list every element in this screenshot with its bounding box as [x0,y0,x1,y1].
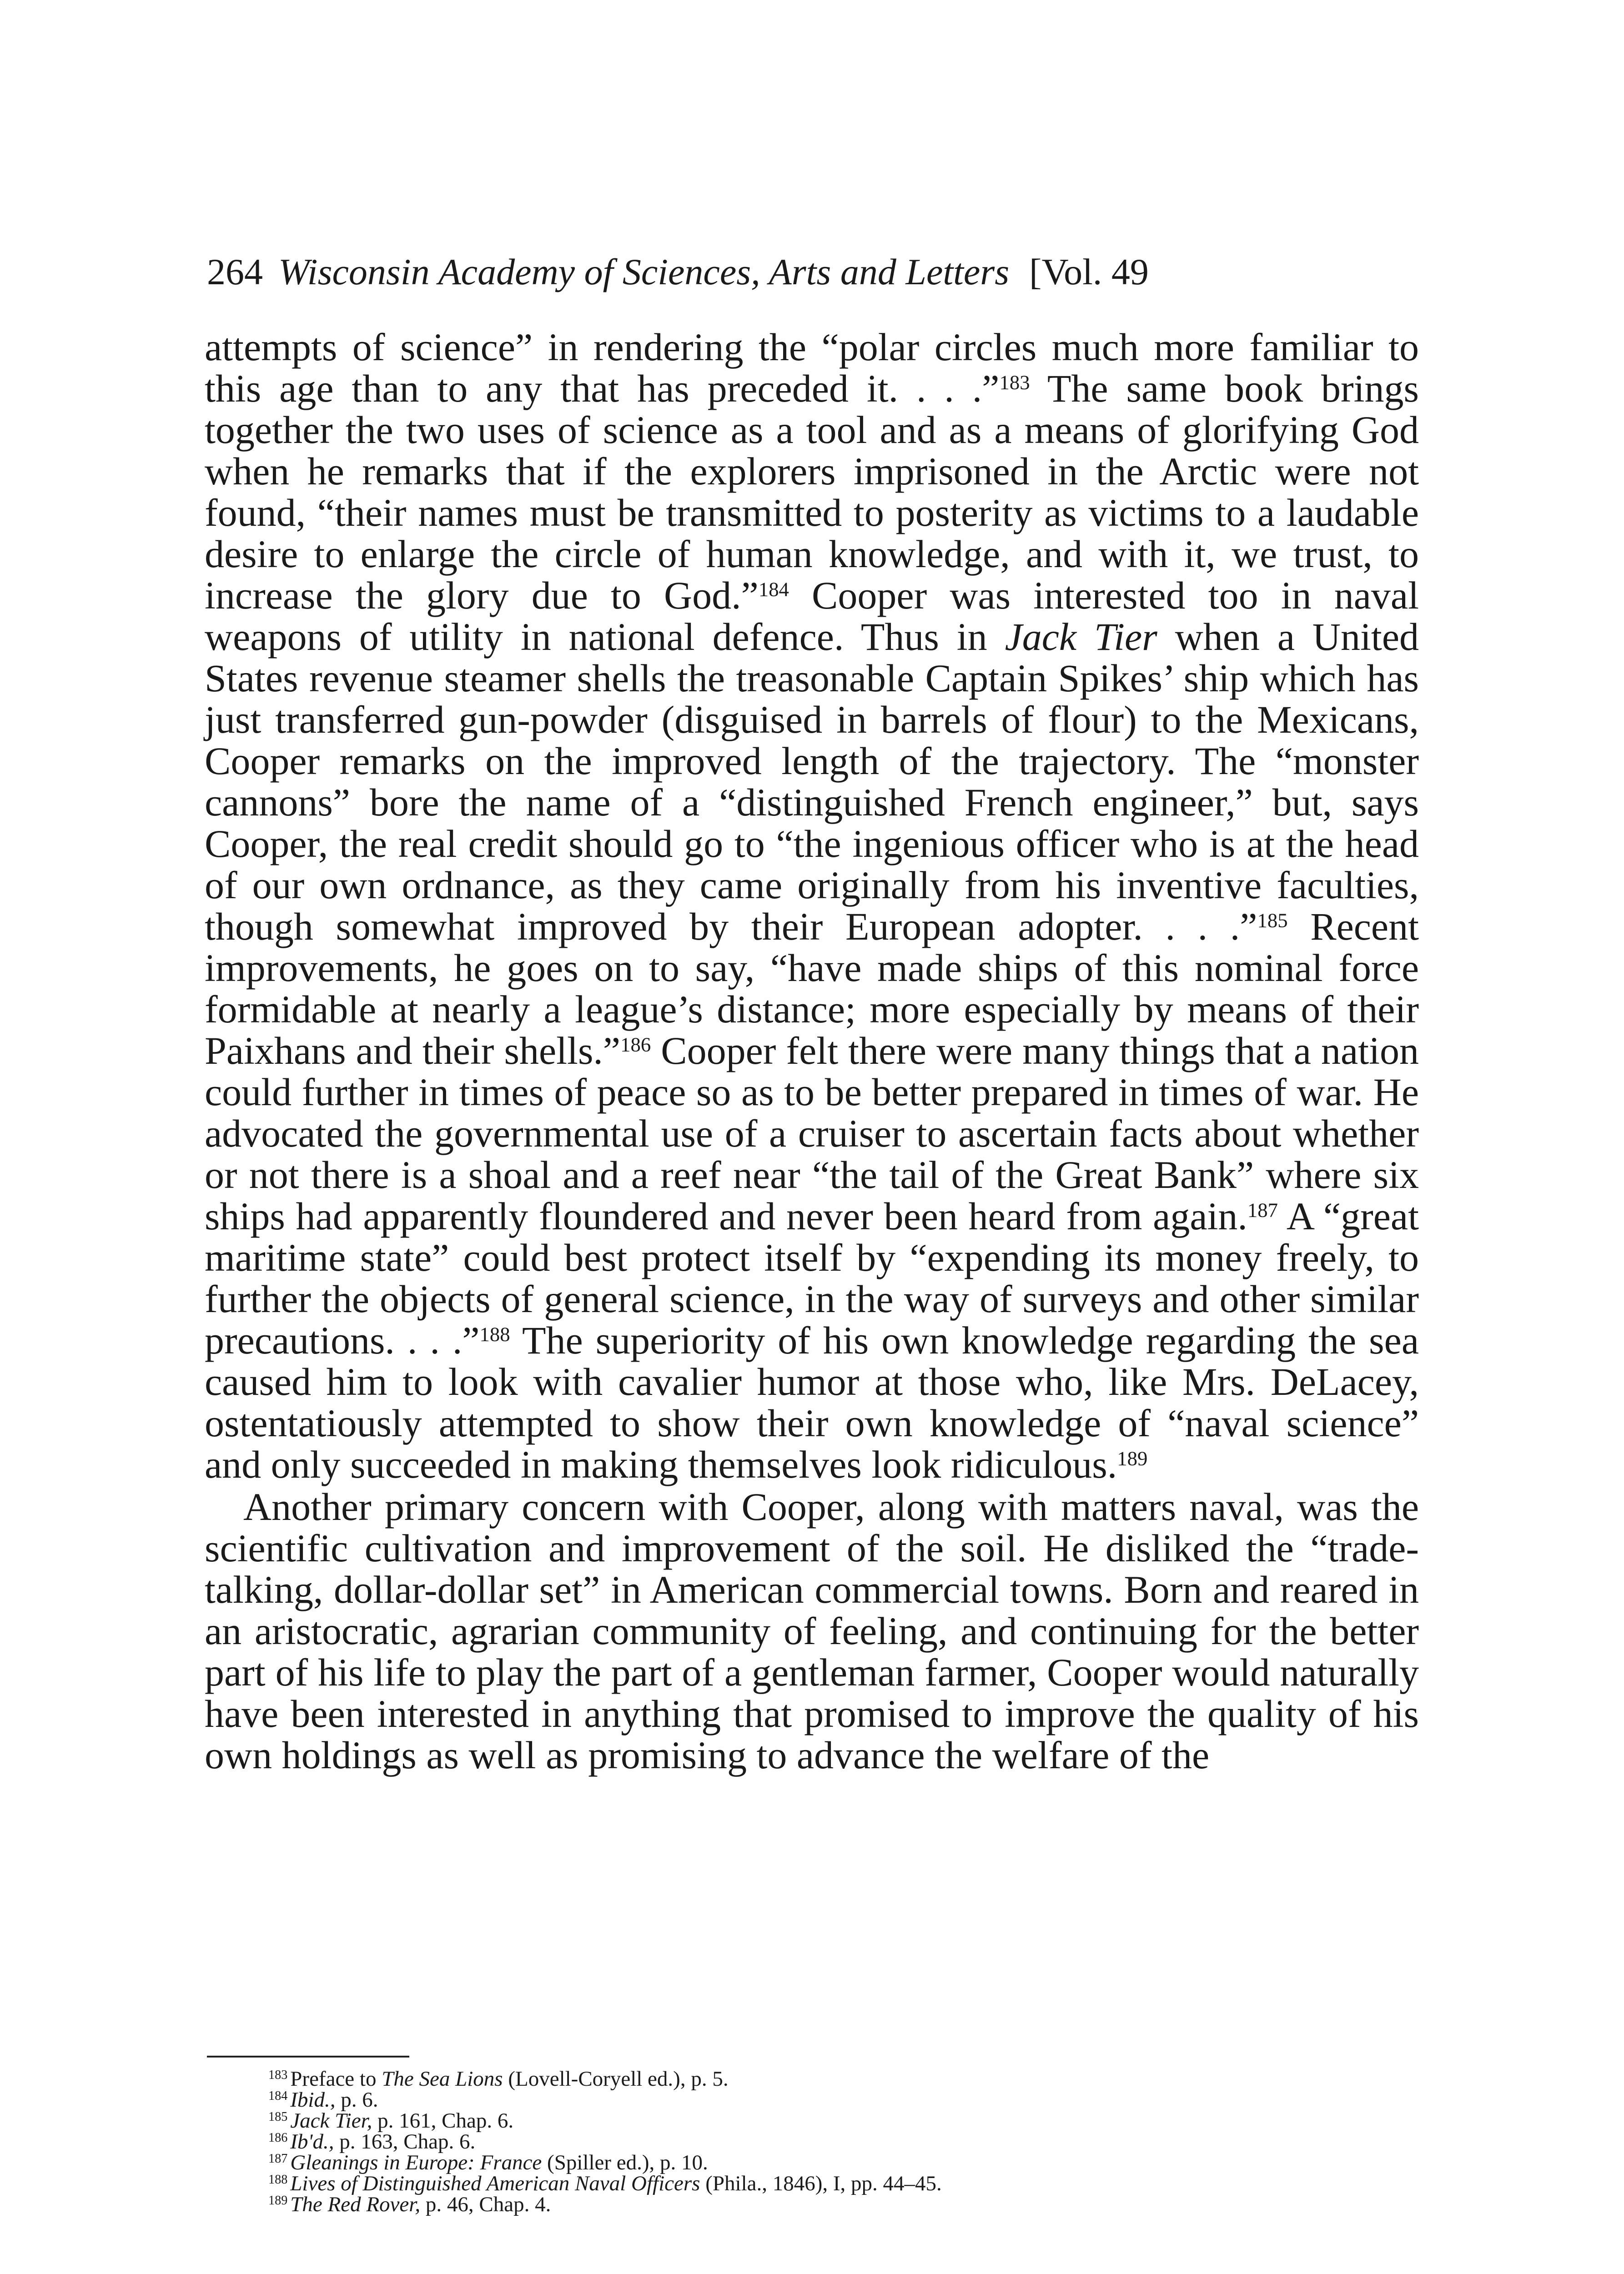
text-run: Recent improvements, he goes on to say, “have made ships of this nominal force formidable at nearly a league’s distance; more especially by means of their Paixhans and their shells.” [205,905,1419,1072]
footnote-title: Jack Tier, [290,2109,372,2133]
footnote-ref-187: 187 [1247,1198,1278,1222]
footnote-mark: 185 [268,2109,288,2124]
text-run: Cooper felt there were many things that a nation could further in times of peace so as to be better prepared in times of war. He advocated the governmental use of a cruiser to ascertain facts about whether or not there is a shoal and a reef near “the tail of the Great Bank” where six ships had apparently floundered and never been heard from again. [205,1029,1419,1238]
footnote-text: (Phila., 1846), I, pp. 44–45. [700,2172,942,2195]
text-run: The same book brings together the two uses of science as a tool and as a means of glorifying God when he remarks that if the explorers imprisoned in the Arctic were not found, “their names must be transmitted to posterity as victims to a laudable desire to enlarge the circle of human knowledge, and with it, we trust, to increase the glory due to God.” [205,367,1419,617]
footnote-mark: 189 [268,2193,288,2208]
footnote-title: The Sea Lions [382,2067,503,2091]
body-text [205,327,1419,1776]
footnote-mark: 183 [268,2068,288,2082]
footnotes [268,2068,1405,2215]
footnote-mark: 186 [268,2130,288,2145]
page-number: 264 [207,251,263,292]
volume-label: [Vol. 49 [1029,251,1149,292]
text-run: attempts of science” in rendering the “polar circles much more familiar to this age than to any that has preceded it. . . .” [205,325,1419,410]
footnote-title: Lives of Distinguished American Naval Officers [290,2172,700,2195]
italic-title: Jack Tier [1005,615,1157,659]
footnote-mark: 187 [268,2151,288,2166]
running-head [207,249,1435,295]
footnote-mark: 188 [268,2172,288,2187]
text-run: when a United States revenue steamer shells the treasonable Captain Spikes’ ship which has just transferred gun-powder (disguised in barrels of flour) to the Mexicans, Cooper remarks on the improved length of the trajectory. The “monster cannons” bore the name of a “distinguished French engineer,” but, says Cooper, the real credit should go to “the ingenious officer who is at the head of our own ordnance, as they came originally from his inventive faculties, though somewhat improved by their European adopter. . . .” [205,615,1419,948]
footnote-ref-189: 189 [1117,1447,1148,1470]
footnote-text: (Spiller ed.), p. 10. [542,2151,708,2174]
footnote-text: p. 161, Chap. 6. [372,2109,514,2133]
footnote-ref-186: 186 [620,1033,651,1056]
footnote-text: Preface to [290,2067,382,2091]
text-run: The superiority of his own knowledge regarding the sea caused him to look with cavalier humor at those who, like Mrs. DeLacey, ostentatiously attempted to show their own knowledge of “naval science” and only succeeded in making themselves look ridiculous. [205,1318,1419,1486]
footnote [268,2194,1405,2215]
footnote-mark: 184 [268,2088,288,2103]
journal-title: Wisconsin Academy of Sciences, Arts and Letters [278,251,1010,292]
text-run: Cooper was interested too in naval weapons of utility in national defence. Thus in [205,574,1419,659]
footnote [268,2110,1405,2131]
footnote-ref-188: 188 [479,1323,510,1346]
paragraph-1 [205,327,1419,1485]
text-run: A “great maritime state” could best protect itself by “expending its money freely, to further the objects of general science, in the way of surveys and other similar precautions. . . .” [205,1194,1419,1362]
footnote-rule [207,2056,409,2058]
paragraph-2: Another primary concern with Cooper, along with matters naval, was the scientific cultivation and improvement of the soil. He disliked the “trade-talking, dollar-dollar set” in American commercial towns. Born and reared in an aristocratic, agrarian community of feeling, and continuing for the better part of his life to play the part of a gentleman farmer, Cooper would naturally have been interested in anything that promised to improve the quality of his own holdings as well as promising to advance the welfare of the [205,1485,1419,1777]
footnote [268,2152,1405,2173]
footnote-title: The Red Rover, [290,2193,421,2216]
footnote [268,2131,1405,2152]
footnote-title: Ib'd., [290,2130,334,2153]
footnote [268,2173,1405,2194]
footnote-title: Gleanings in Europe: France [290,2151,542,2174]
footnote-text: p. 6. [335,2088,378,2112]
footnote-text: p. 46, Chap. 4. [420,2193,551,2216]
footnote-ref-184: 184 [758,578,789,601]
footnote-text: (Lovell-Coryell ed.), p. 5. [503,2067,729,2091]
footnote-ref-183: 183 [999,371,1030,394]
footnote [268,2068,1405,2089]
footnote-title: Ibid., [290,2088,336,2112]
footnote-ref-185: 185 [1257,909,1288,932]
footnote [268,2089,1405,2110]
footnote-text: p. 163, Chap. 6. [334,2130,476,2153]
